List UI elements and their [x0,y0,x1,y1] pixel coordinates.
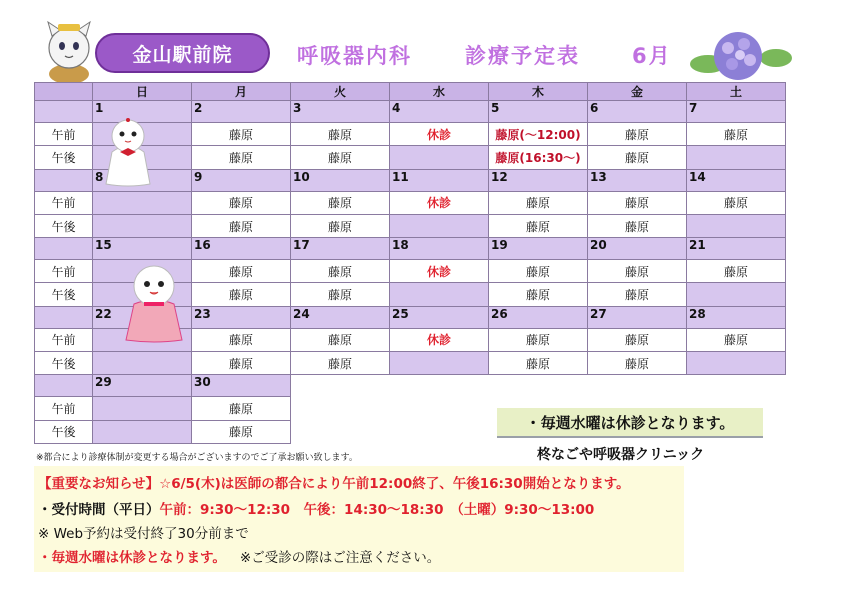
pm-label: 午後 [35,420,93,443]
closed-cell: 休診 [390,191,489,214]
schedule-cell: 藤原 [687,123,786,146]
date-cell: 22 [93,306,192,328]
schedule-cell: 藤原 [489,191,588,214]
schedule-cell [93,214,192,237]
reception-hours-line [38,498,594,518]
schedule-cell [93,352,192,375]
schedule-cell [390,283,489,306]
date-cell: 19 [489,238,588,260]
date-cell: 3 [291,101,390,123]
schedule-cell: 藤原 [192,123,291,146]
date-cell: 20 [588,238,687,260]
date-cell: 4 [390,101,489,123]
wednesday-closed-box: ・毎週水曜は休診となります。 [497,408,763,438]
date-cell: 21 [687,238,786,260]
date-cell: 8 [93,169,192,191]
teru-teru-bozu-pink-icon [124,256,184,344]
schedule-cell: 藤原 [687,191,786,214]
month-title: 6月 [632,44,672,68]
mascot-cat-icon [38,18,100,84]
schedule-title: 診療予定表 [465,44,580,68]
dow-wed: 水 [390,83,489,101]
date-cell: 11 [390,169,489,191]
schedule-cell: 藤原 [192,191,291,214]
schedule-cell [390,214,489,237]
schedule-cell: 藤原 [588,328,687,351]
schedule-cell: 藤原 [588,283,687,306]
date-cell: 28 [687,306,786,328]
date-cell: 2 [192,101,291,123]
schedule-cell: 藤原 [588,352,687,375]
department-title: 呼吸器内科 [297,44,412,68]
closed-cell: 休診 [390,260,489,283]
date-cell: 5 [489,101,588,123]
date-cell: 15 [93,238,192,260]
schedule-cell: 藤原 [588,146,687,169]
schedule-cell: 藤原 [291,146,390,169]
schedule-cell: 藤原 [192,214,291,237]
schedule-cell: 藤原 [291,191,390,214]
date-cell: 23 [192,306,291,328]
schedule-cell: 藤原 [489,260,588,283]
schedule-cell: 藤原 [489,328,588,351]
date-cell: 7 [687,101,786,123]
date-cell: 6 [588,101,687,123]
schedule-cell [687,214,786,237]
schedule-cell [93,397,192,420]
clinic-full-name: 柊なごや呼吸器クリニック [537,447,705,463]
schedule-cell: 藤原(16:30～) [489,146,588,169]
pm-label: 午後 [35,214,93,237]
wednesday-closed: ・毎週水曜は休診となります。 [38,550,226,566]
schedule-cell: 藤原 [192,328,291,351]
am-label: 午前 [35,397,93,420]
date-cell: 1 [93,101,192,123]
dow-sat: 土 [687,83,786,101]
schedule-cell [93,420,192,443]
pm-label: 午後 [35,352,93,375]
dow-thu: 木 [489,83,588,101]
date-cell: 16 [192,238,291,260]
schedule-cell [687,352,786,375]
hydrangea-icon [688,28,794,84]
schedule-cell: 藤原 [291,283,390,306]
caution-note: ※ご受診の際はご注意ください。 [239,550,441,566]
schedule-cell: 藤原 [687,328,786,351]
date-cell: 30 [192,375,291,397]
am-label: 午前 [35,123,93,146]
schedule-cell: 藤原 [291,352,390,375]
schedule-cell: 藤原 [192,260,291,283]
schedule-cell: 藤原 [489,352,588,375]
schedule-cell: 藤原 [588,191,687,214]
schedule-cell [687,146,786,169]
schedule-cell: 藤原(～12:00) [489,123,588,146]
am-label: 午前 [35,260,93,283]
date-cell: 25 [390,306,489,328]
schedule-cell: 藤原 [291,260,390,283]
schedule-cell: 藤原 [588,123,687,146]
schedule-cell: 藤原 [489,214,588,237]
important-notice: 【重要なお知らせ】☆6/5(木)は医師の都合により午前12:00終了、午後16:30開始となります。 [38,476,630,492]
closed-cell: 休診 [390,328,489,351]
date-cell: 24 [291,306,390,328]
date-cell: 27 [588,306,687,328]
schedule-cell: 藤原 [291,123,390,146]
schedule-cell: 藤原 [489,283,588,306]
schedule-cell: 藤原 [291,328,390,351]
schedule-change-note: ※都合により診療体制が変更する場合がございますのでご了承お願い致します。 [36,453,358,463]
dow-mon: 月 [192,83,291,101]
date-cell: 12 [489,169,588,191]
dow-fri: 金 [588,83,687,101]
date-cell: 18 [390,238,489,260]
dow-tue: 火 [291,83,390,101]
schedule-cell: 藤原 [192,146,291,169]
wednesday-closed-line [38,546,440,566]
schedule-cell [390,146,489,169]
info-panel [34,466,684,572]
reception-label: ・受付時間（平日） [38,502,160,518]
pm-label: 午後 [35,146,93,169]
date-cell: 26 [489,306,588,328]
schedule-cell: 藤原 [192,397,291,420]
closed-cell: 休診 [390,123,489,146]
am-label: 午前 [35,191,93,214]
schedule-cell: 藤原 [588,214,687,237]
reception-hours: 午前：9:30～12:30 午後：14:30～18:30 （土曜）9:30～13:00 [159,502,595,518]
date-cell: 17 [291,238,390,260]
schedule-cell: 藤原 [192,352,291,375]
date-cell: 14 [687,169,786,191]
web-reservation-note: ※ Web予約は受付終了30分前まで [38,526,249,542]
schedule-cell: 藤原 [192,283,291,306]
dow-sun: 日 [93,83,192,101]
am-label: 午前 [35,328,93,351]
schedule-cell: 藤原 [687,260,786,283]
teru-teru-bozu-icon [104,110,152,188]
date-cell: 10 [291,169,390,191]
pm-label: 午後 [35,283,93,306]
schedule-cell [687,283,786,306]
date-cell: 9 [192,169,291,191]
date-cell: 29 [93,375,192,397]
schedule-cell: 藤原 [291,214,390,237]
schedule-cell: 藤原 [192,420,291,443]
schedule-cell: 藤原 [588,260,687,283]
date-cell: 13 [588,169,687,191]
clinic-name-badge: 金山駅前院 [95,33,270,73]
schedule-cell [93,191,192,214]
schedule-cell [390,352,489,375]
